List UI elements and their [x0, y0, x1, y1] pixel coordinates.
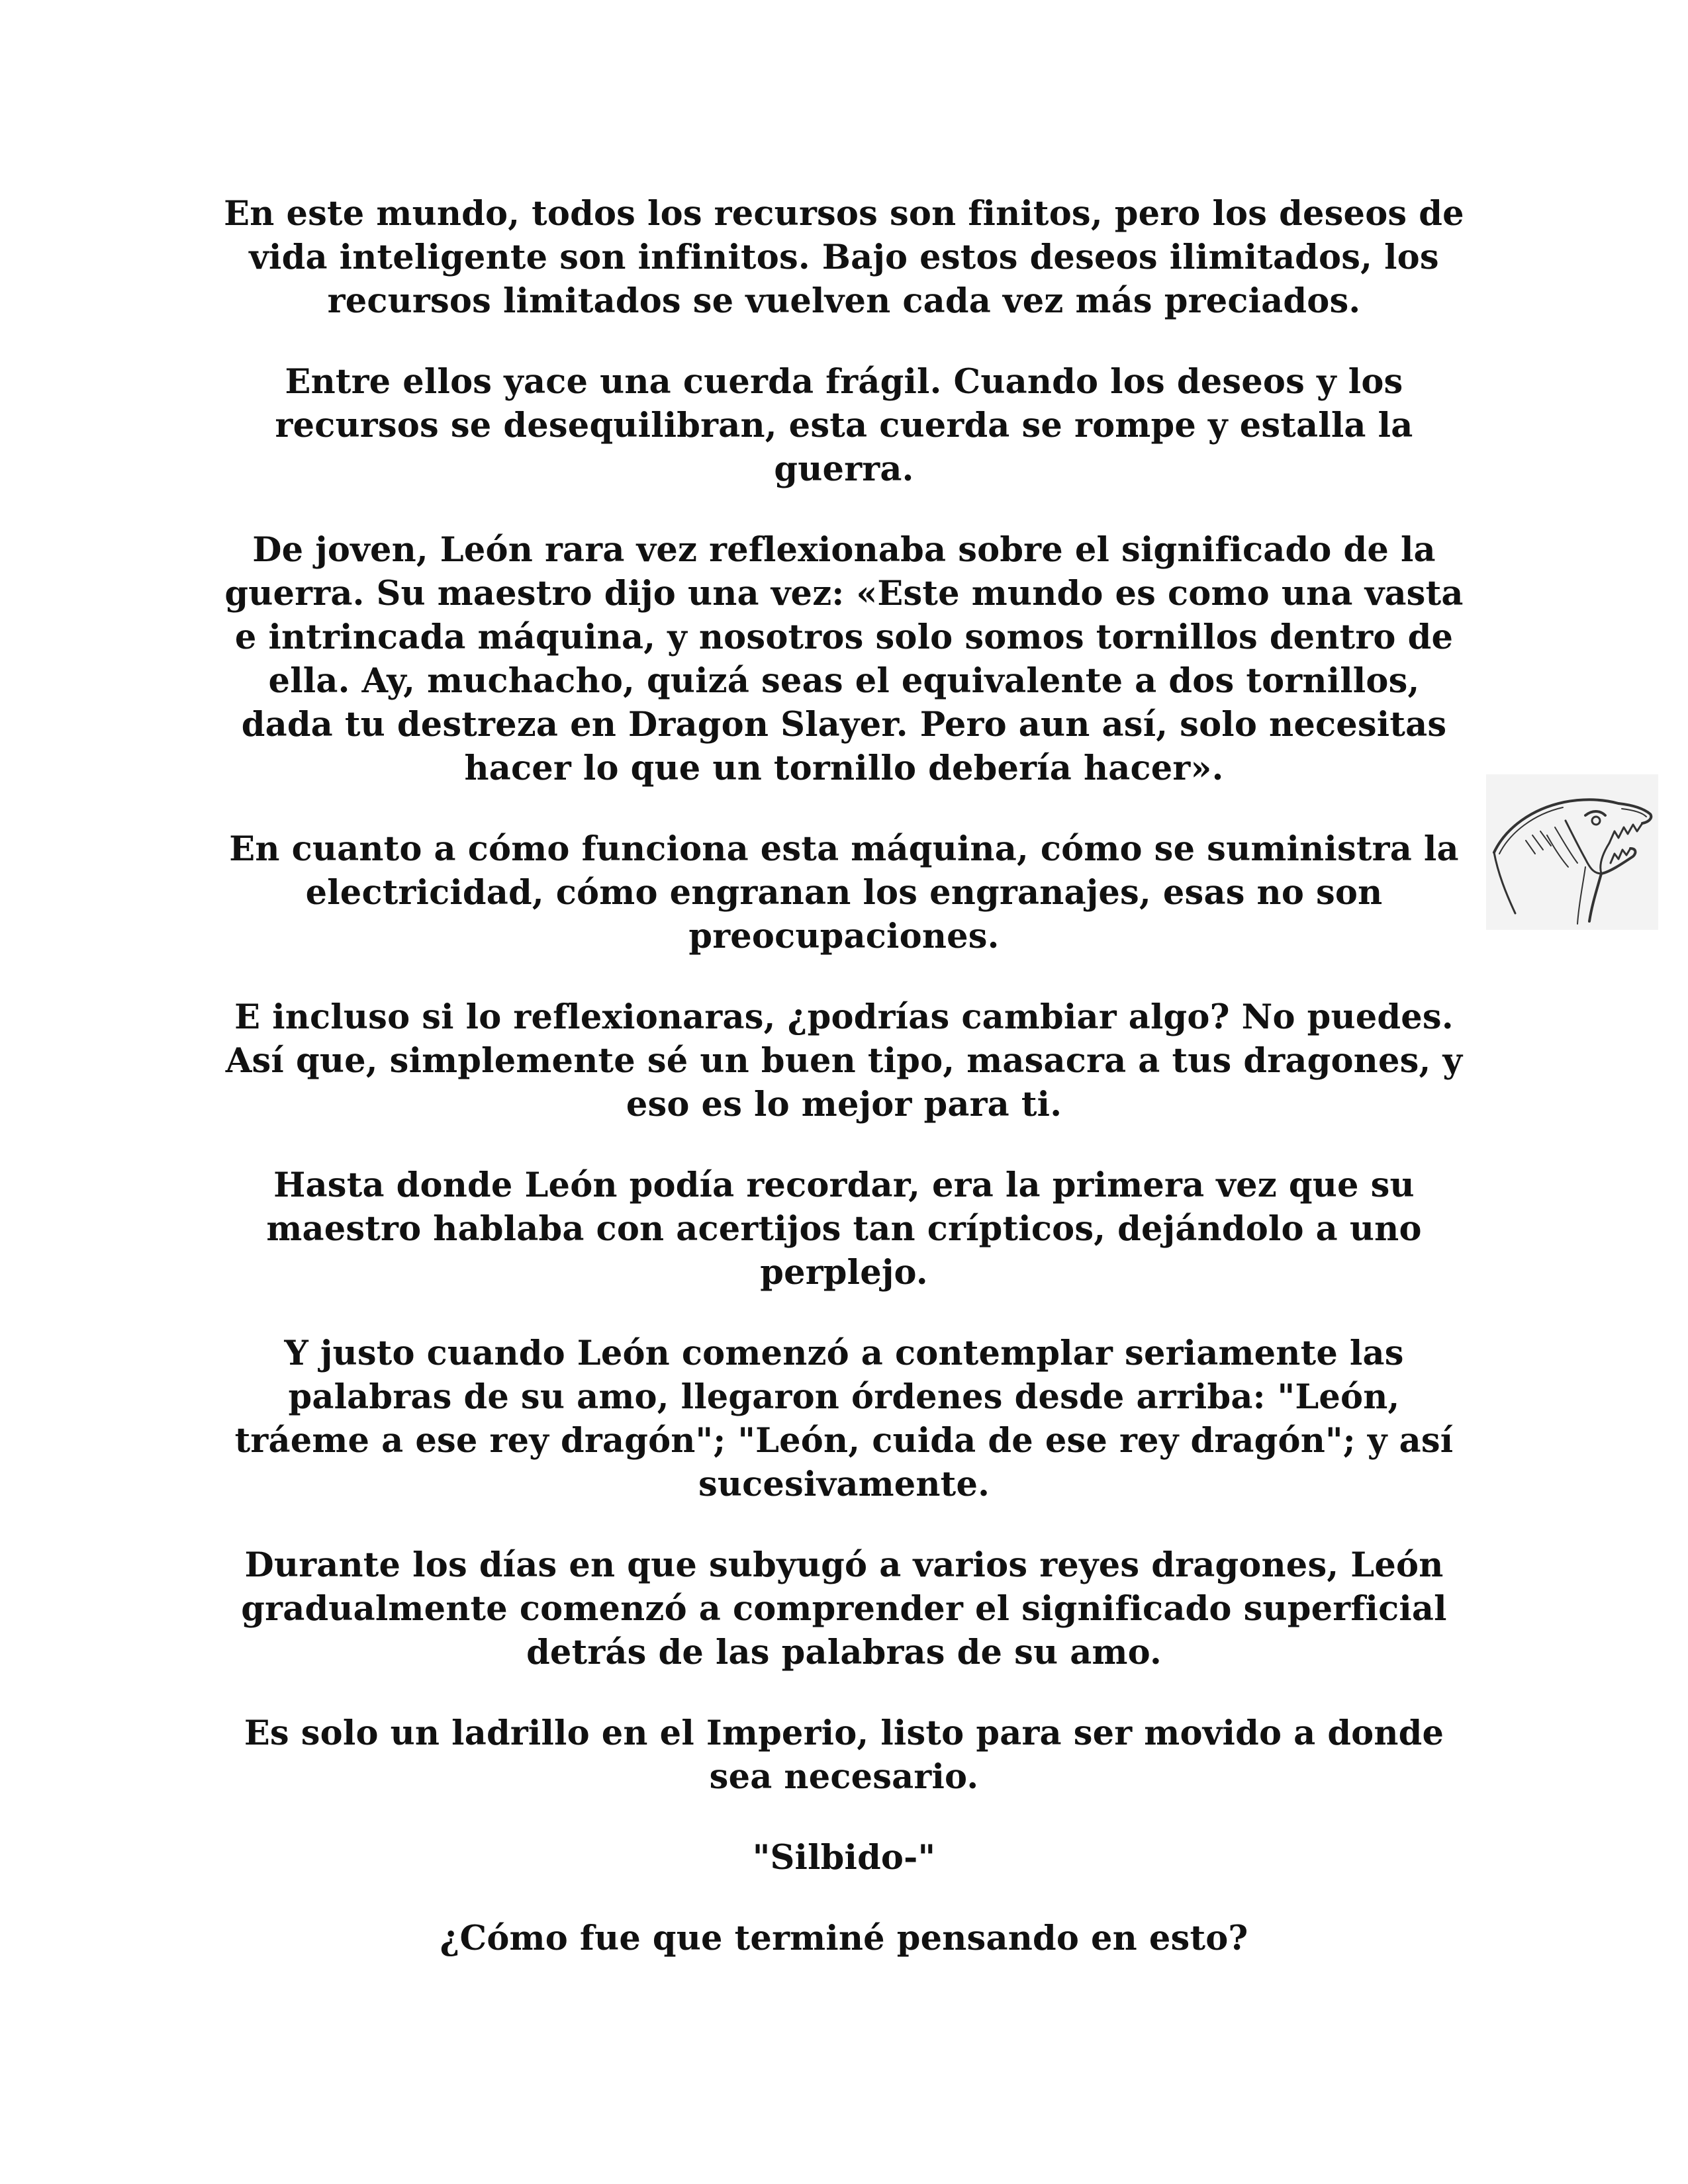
dinosaur-head-sketch-icon [1486, 774, 1658, 930]
paragraph-2: Entre ellos yace una cuerda frágil. Cuando los deseos y los recursos se desequilibran, esta cuerda se rompe y estalla la guerra. [275, 362, 1413, 489]
paragraph-3: De joven, León rara vez reflexionaba sobre el significado de la guerra. Su maestro dijo una vez: «Este mundo es como una vasta e intrincada máquina, y nosotros solo somos tornillos dentro de ella. Ay, muchacho, quizá seas el equivalente a dos tornillos, dada tu destreza en Dragon Slayer. Pero aun así, solo necesitas hacer lo que un tornillo debería hacer». [224, 530, 1464, 788]
paragraph-10: "Silbido-" [752, 1838, 936, 1878]
story-text [218, 192, 1470, 1997]
paragraph-7: Y justo cuando León comenzó a contemplar seriamente las palabras de su amo, llegaron órdenes desde arriba: "León, tráeme a ese rey dragón"; "León, cuida de ese rey dragón"; y así sucesivamente. [234, 1334, 1454, 1504]
paragraph-6: Hasta donde León podía recordar, era la primera vez que su maestro hablaba con acertijos tan crípticos, dejándolo a uno perplejo. [266, 1165, 1422, 1293]
paragraph-4: En cuanto a cómo funciona esta máquina, cómo se suministra la electricidad, cómo engranan los engranajes, esas no son preocupaciones. [229, 829, 1459, 956]
paragraph-5: E incluso si lo reflexionaras, ¿podrías cambiar algo? No puedes. Así que, simplemente sé un buen tipo, masacra a tus dragones, y eso es lo mejor para ti. [225, 997, 1463, 1124]
paragraph-11: ¿Cómo fue que terminé pensando en esto? [440, 1919, 1248, 1958]
paragraph-1: En este mundo, todos los recursos son finitos, pero los deseos de vida inteligente son infinitos. Bajo estos deseos ilimitados, los recursos limitados se vuelven cada vez más preciados. [224, 194, 1464, 321]
paragraph-9: Es solo un ladrillo en el Imperio, listo para ser movido a donde sea necesario. [244, 1713, 1444, 1797]
paragraph-8: Durante los días en que subyugó a varios reyes dragones, León gradualmente comenzó a comprender el significado superficial detrás de las palabras de su amo. [241, 1545, 1447, 1672]
